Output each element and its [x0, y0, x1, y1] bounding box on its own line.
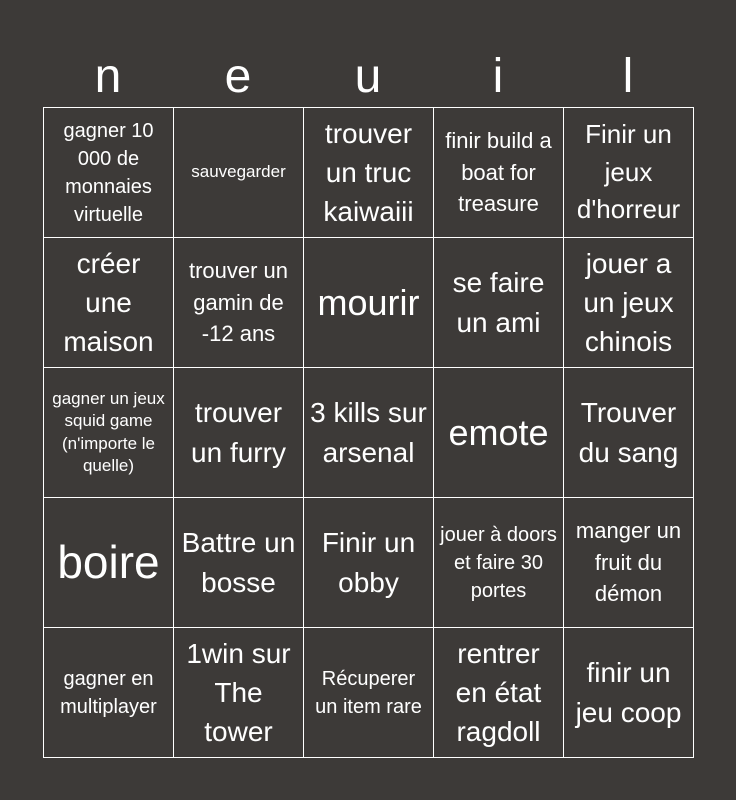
bingo-cell-r2c4[interactable]: se faire un ami — [434, 238, 564, 368]
bingo-cell-r1c3[interactable]: trouver un truc kaiwaiii — [304, 108, 434, 238]
header-letter-4: i — [492, 50, 504, 103]
bingo-cell-r3c4[interactable]: emote — [434, 368, 564, 498]
bingo-cell-r2c1[interactable]: créer une maison — [44, 238, 174, 368]
header-letter-1: n — [94, 50, 122, 103]
bingo-cell-r4c3[interactable]: Finir un obby — [304, 498, 434, 628]
bingo-cell-r1c5[interactable]: Finir un jeux d'horreur — [564, 108, 694, 238]
header-letter-5: l — [622, 50, 634, 103]
bingo-grid — [43, 107, 694, 758]
bingo-cell-r2c5[interactable]: jouer a un jeux chinois — [564, 238, 694, 368]
header-letter-2: e — [224, 50, 252, 103]
header-letter-3: u — [354, 50, 382, 103]
bingo-cell-r4c4[interactable]: jouer à doors et faire 30 portes — [434, 498, 564, 628]
bingo-cell-r3c2[interactable]: trouver un furry — [174, 368, 304, 498]
bingo-cell-r5c1[interactable]: gagner en multiplayer — [44, 628, 174, 758]
bingo-cell-r5c4[interactable]: rentrer en état ragdoll — [434, 628, 564, 758]
bingo-cell-r5c2[interactable]: 1win sur The tower — [174, 628, 304, 758]
bingo-header — [43, 48, 693, 106]
bingo-cell-r1c2[interactable]: sauvegarder — [174, 108, 304, 238]
bingo-cell-r2c3[interactable]: mourir — [304, 238, 434, 368]
bingo-cell-r2c2[interactable]: trouver un gamin de -12 ans — [174, 238, 304, 368]
bingo-cell-r4c2[interactable]: Battre un bosse — [174, 498, 304, 628]
bingo-cell-r4c1[interactable]: boire — [44, 498, 174, 628]
bingo-cell-r4c5[interactable]: manger un fruit du démon — [564, 498, 694, 628]
bingo-cell-r1c4[interactable]: finir build a boat for treasure — [434, 108, 564, 238]
bingo-cell-r3c5[interactable]: Trouver du sang — [564, 368, 694, 498]
bingo-cell-r1c1[interactable]: gagner 10 000 de monnaies virtuelle — [44, 108, 174, 238]
bingo-cell-r5c3[interactable]: Récuperer un item rare — [304, 628, 434, 758]
bingo-cell-r3c1[interactable]: gagner un jeux squid game (n'importe le quelle) — [44, 368, 174, 498]
bingo-cell-r3c3[interactable]: 3 kills sur arsenal — [304, 368, 434, 498]
bingo-cell-r5c5[interactable]: finir un jeu coop — [564, 628, 694, 758]
